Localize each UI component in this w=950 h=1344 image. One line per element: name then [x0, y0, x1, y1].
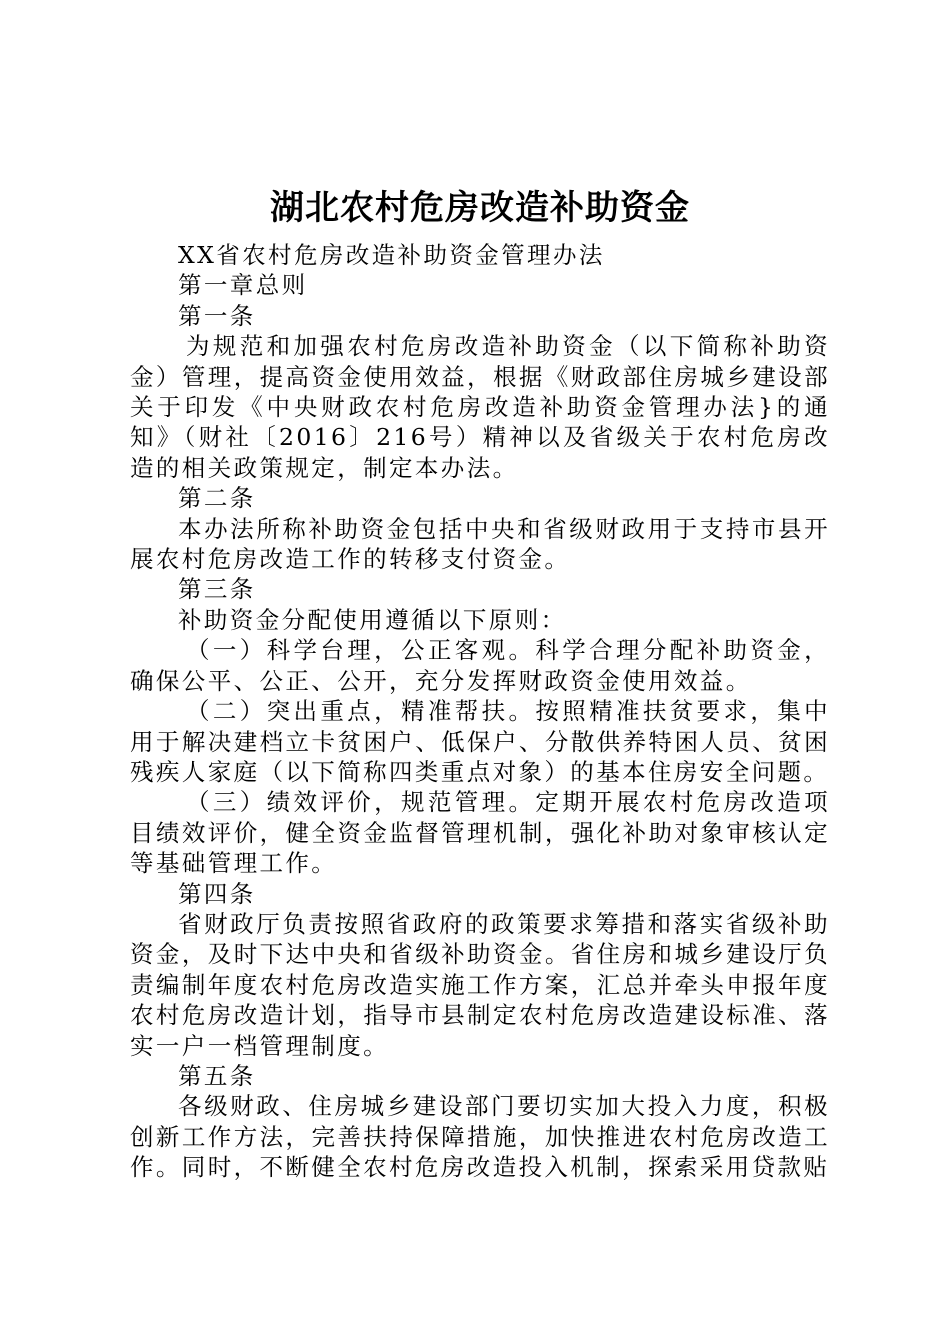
paragraph: 各级财政、住房城乡建设部门要切实加大投入力度，积极创新工作方法，完善扶持保障措施，加快推进农村危房改造工作。同时，不断健全农村危房改造投入机制，探索采用贷款贴: [130, 1092, 830, 1182]
document-title: 湖北农村危房改造补助资金: [270, 188, 690, 228]
paragraph: 补助资金分配使用遵循以下原则：: [178, 605, 567, 634]
article-heading: 第二条: [178, 484, 256, 513]
article-heading: 第一条: [178, 301, 256, 330]
paragraph: 为规范和加强农村危房改造补助资金（以下简称补助资金）管理，提高资金使用效益，根据《财政部住房城乡建设部关于印发《中央财政农村危房改造补助资金管理办法}的通知》（财社〔2016〕216号）精神以及省级关于农村危房改造的相关政策规定，制定本办法。: [130, 332, 830, 482]
paragraph: 本办法所称补助资金包括中央和省级财政用于支持市县开展农村危房改造工作的转移支付资金。: [130, 514, 830, 574]
document-subtitle: XX省农村危房改造补助资金管理办法: [178, 241, 605, 269]
paragraph: （二）突出重点，精准帮扶。按照精准扶贫要求，集中用于解决建档立卡贫困户、低保户、分散供养特困人员、贫困残疾人家庭（以下简称四类重点对象）的基本住房安全问题。: [130, 697, 830, 786]
document-page: [130, 182, 830, 1183]
paragraph: 省财政厅负责按照省政府的政策要求筹措和落实省级补助资金，及时下达中央和省级补助资金。省住房和城乡建设厅负责编制年度农村危房改造实施工作方案，汇总并牵头申报年度农村危房改造计划，指导市县制定农村危房改造建设标准、落实一户一档管理制度。: [130, 909, 830, 1060]
article-heading: 第三条: [178, 575, 256, 604]
article-heading: 第四条: [178, 879, 256, 908]
chapter-heading: 第一章总则: [178, 271, 308, 300]
article-heading: 第五条: [178, 1061, 256, 1090]
paragraph: （一）科学台理，公正客观。科学合理分配补助资金，确保公平、公正、公开，充分发挥财政资金使用效益。: [130, 636, 830, 695]
paragraph: （三）绩效评价，规范管理。定期开展农村危房改造项目绩效评价，健全资金监督管理机制，强化补助对象审核认定等基础管理工作。: [130, 788, 830, 878]
